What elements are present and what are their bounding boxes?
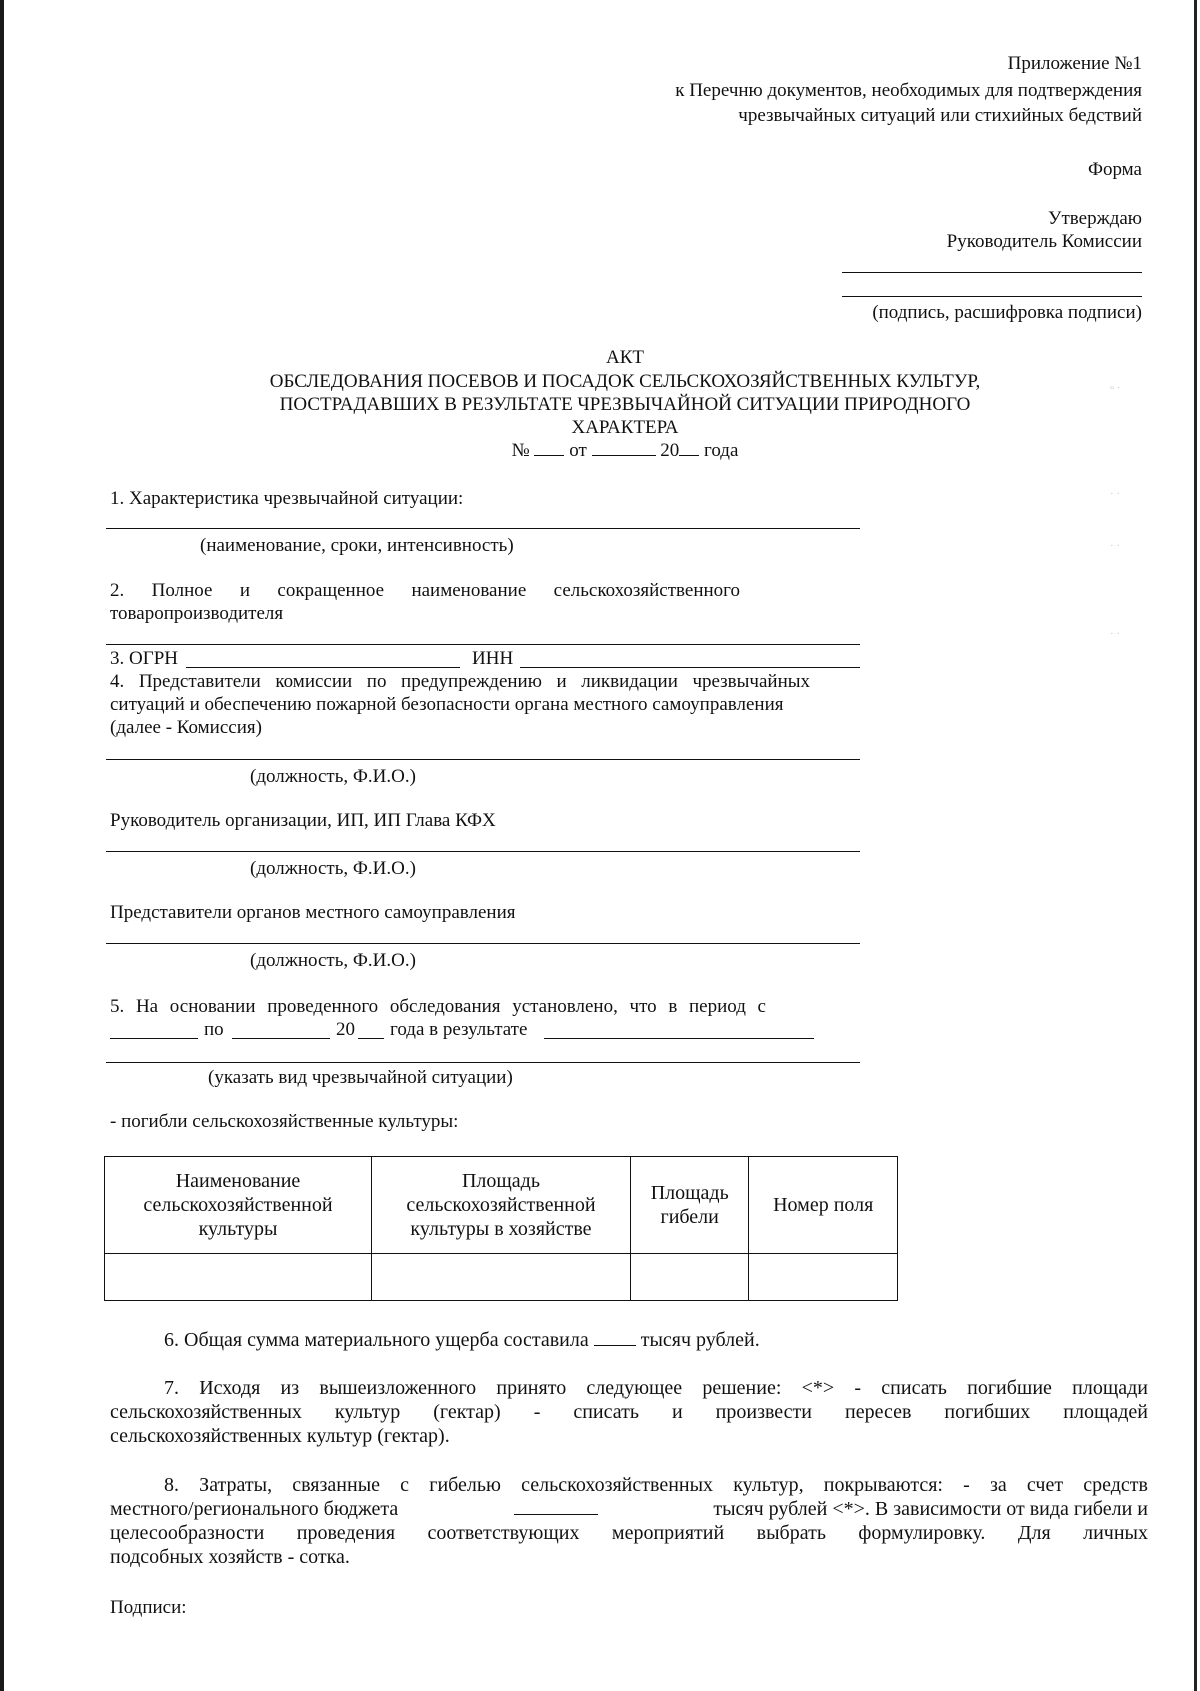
appendix-line-3: чрезвычайных ситуаций или стихийных бедствий xyxy=(738,105,1142,126)
commission-caption: (должность, Ф.И.О.) xyxy=(250,766,416,787)
scan-artifact: · · xyxy=(1110,488,1121,500)
section-5-line-1: 5. На основании проведенного обследования установлено, что в период с xyxy=(110,996,766,1017)
ogrn-field[interactable] xyxy=(186,667,460,668)
crops-table xyxy=(104,1156,898,1301)
column-header: Номер поля xyxy=(749,1157,898,1254)
number-label: № xyxy=(511,440,530,461)
commission-line[interactable] xyxy=(106,759,860,760)
appendix-line-2: к Перечню документов, необходимых для подтверждения xyxy=(675,80,1142,101)
signature-decode-line xyxy=(842,296,1142,297)
head-label: Руководитель организации, ИП, ИП Глава КФХ xyxy=(110,810,496,831)
local-gov-caption: (должность, Ф.И.О.) xyxy=(250,950,416,971)
inn-field[interactable] xyxy=(520,667,860,668)
scan-edge-left xyxy=(0,0,4,1691)
section-2-line-1: 2. Полное и сокращенное наименование сельскохозяйственного xyxy=(110,580,740,601)
budget-note: тысяч рублей <*>. В зависимости от вида гибели и xyxy=(713,1498,1148,1520)
scan-edge-right xyxy=(1194,0,1197,1691)
table-row xyxy=(105,1254,898,1301)
act-subtitle-line-3: ХАРАКТЕРА xyxy=(571,417,679,438)
ogrn-label: 3. ОГРН xyxy=(110,648,178,669)
table-cell[interactable] xyxy=(105,1254,372,1301)
from-label: от xyxy=(569,440,587,461)
approve-label: Утверждаю xyxy=(1048,208,1142,229)
section-4-line-3: (далее - Комиссия) xyxy=(110,717,262,738)
signature-caption: (подпись, расшифровка подписи) xyxy=(872,302,1142,323)
section-7-line-1: 7. Исходя из вышеизложенного принято следующее решение: <*> - списать погибшие площади xyxy=(164,1377,1148,1399)
section-2-line-2: товаропроизводителя xyxy=(110,603,284,624)
local-gov-label: Представители органов местного самоуправления xyxy=(110,902,516,923)
section-7-line-3: сельскохозяйственных культур (гектар). xyxy=(110,1425,450,1447)
scan-artifact: ▫ · xyxy=(1110,382,1121,394)
section-8-line-1: 8. Затраты, связанные с гибелью сельскохозяйственных культур, покрываются: - за счет средств xyxy=(164,1474,1148,1496)
section-1-line[interactable] xyxy=(106,528,860,529)
scan-artifact: · · xyxy=(1110,540,1121,552)
approver-title: Руководитель Комиссии xyxy=(946,231,1142,252)
section-4-line-2: ситуаций и обеспечению пожарной безопасности органа местного самоуправления xyxy=(110,694,784,715)
table-cell[interactable] xyxy=(749,1254,898,1301)
local-gov-line[interactable] xyxy=(106,943,860,944)
budget-label: местного/регионального бюджета xyxy=(110,1498,399,1520)
section-6 xyxy=(164,1329,760,1352)
period-cause-field[interactable] xyxy=(544,1038,814,1039)
table-header-row xyxy=(105,1157,898,1254)
act-subtitle-line-1: ОБСЛЕДОВАНИЯ ПОСЕВОВ И ПОСАДОК СЕЛЬСКОХОЗЯЙСТВЕННЫХ КУЛЬТУР, xyxy=(269,371,981,392)
year-suffix: года xyxy=(704,440,739,461)
section-2-line[interactable] xyxy=(106,644,860,645)
act-year-field[interactable] xyxy=(679,439,699,456)
section-8-line-4: подсобных хозяйств - сотка. xyxy=(110,1546,350,1568)
act-title: АКТ xyxy=(606,347,644,368)
period-year-prefix: 20 xyxy=(336,1019,355,1040)
act-number-field[interactable] xyxy=(534,439,564,456)
head-caption: (должность, Ф.И.О.) xyxy=(250,858,416,879)
period-to-field[interactable] xyxy=(232,1038,330,1039)
period-to-label: по xyxy=(204,1019,224,1040)
lost-crops-label: - погибли сельскохозяйственные культуры: xyxy=(110,1111,459,1132)
section-1-caption: (наименование, сроки, интенсивность) xyxy=(200,535,514,556)
table-cell[interactable] xyxy=(630,1254,748,1301)
emergency-type-line[interactable] xyxy=(106,1062,860,1063)
period-from-field[interactable] xyxy=(110,1038,198,1039)
scan-artifact: · · xyxy=(1110,628,1121,640)
act-number-line xyxy=(140,439,1110,462)
table-cell[interactable] xyxy=(372,1254,631,1301)
appendix-title: Приложение №1 xyxy=(1007,53,1142,74)
form-label: Форма xyxy=(1087,159,1142,180)
damage-amount-field[interactable] xyxy=(594,1329,636,1346)
act-subtitle-line-2: ПОСТРАДАВШИХ В РЕЗУЛЬТАТЕ ЧРЕЗВЫЧАЙНОЙ СИТУАЦИИ ПРИРОДНОГО xyxy=(279,394,971,415)
section-4-line-1: 4. Представители комиссии по предупреждению и ликвидации чрезвычайных xyxy=(110,671,810,692)
signatures-label: Подписи: xyxy=(110,1597,187,1618)
section-8-line-2 xyxy=(110,1498,1148,1521)
period-year-suffix: года в результате xyxy=(390,1019,528,1040)
column-header: Площадь сельскохозяйственной культуры в хозяйстве xyxy=(372,1157,631,1254)
section-7-line-2: сельскохозяйственных культур (гектар) - списать и произвести пересев погибших площадей xyxy=(110,1401,1148,1423)
section-8-line-3: целесообразности проведения соответствующих мероприятий выбрать формулировку. Для личных xyxy=(110,1522,1148,1544)
emergency-type-caption: (указать вид чрезвычайной ситуации) xyxy=(208,1067,513,1088)
column-header: Наименование сельскохозяйственной культуры xyxy=(105,1157,372,1254)
year-prefix: 20 xyxy=(660,440,680,461)
budget-amount-field[interactable] xyxy=(514,1498,598,1515)
section-1-label: 1. Характеристика чрезвычайной ситуации: xyxy=(110,488,464,509)
act-date-field[interactable] xyxy=(592,439,656,456)
damage-unit: тысяч рублей. xyxy=(640,1329,760,1351)
signature-line xyxy=(842,272,1142,273)
period-year-field[interactable] xyxy=(358,1038,384,1039)
head-line[interactable] xyxy=(106,851,860,852)
damage-label: 6. Общая сумма материального ущерба составила xyxy=(164,1329,589,1351)
inn-label: ИНН xyxy=(472,648,514,669)
column-header: Площадь гибели xyxy=(630,1157,748,1254)
